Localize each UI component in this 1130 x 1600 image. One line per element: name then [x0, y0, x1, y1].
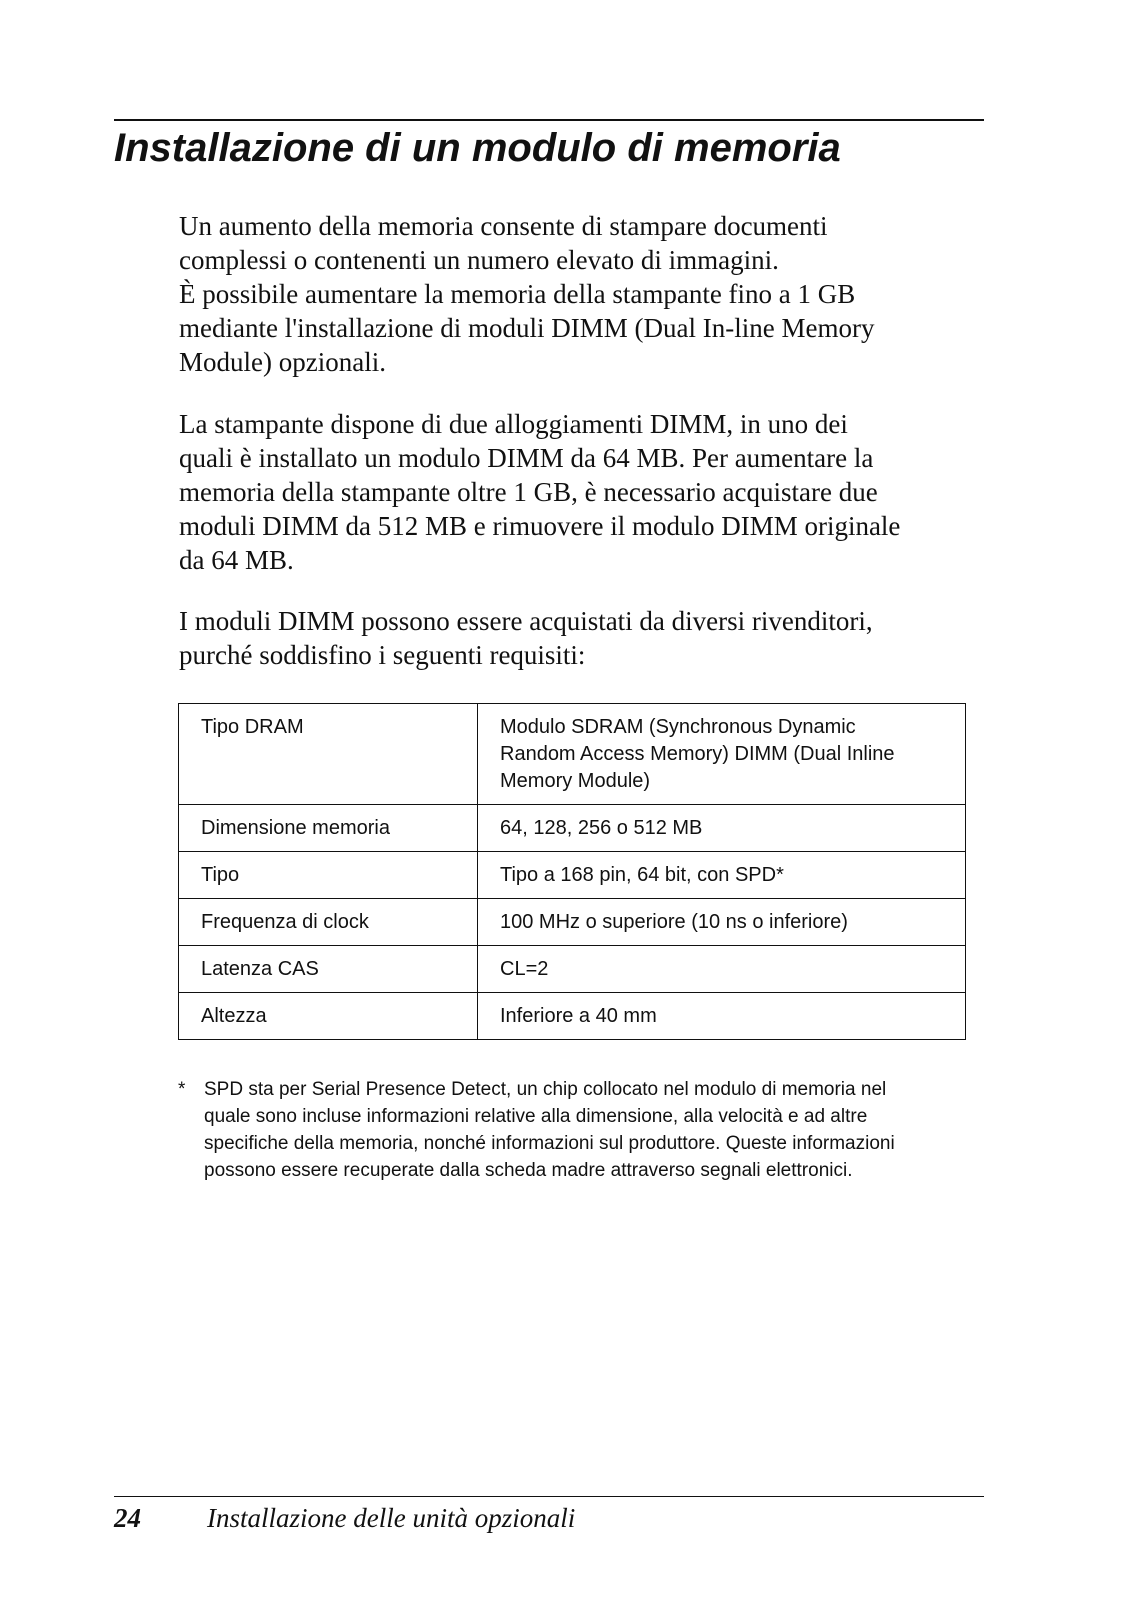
requirement-label: Altezza: [179, 993, 478, 1040]
requirement-value: Inferiore a 40 mm: [478, 993, 966, 1040]
requirement-label: Latenza CAS: [179, 946, 478, 993]
footnote-line: specifiche della memoria, nonché informazioni sul produttore. Queste informazioni: [204, 1133, 895, 1154]
paragraph-requirements-intro: [179, 604, 989, 672]
requirement-value: 100 MHz o superiore (10 ns o inferiore): [478, 899, 966, 946]
requirement-label: Dimensione memoria: [179, 805, 478, 852]
page-number: 24: [114, 1503, 141, 1533]
section-title: Installazione di un modulo di memoria: [114, 126, 841, 170]
requirement-label: Frequenza di clock: [179, 899, 478, 946]
requirements-table: [178, 703, 966, 1040]
footnote-line: SPD sta per Serial Presence Detect, un chip collocato nel modulo di memoria nel: [204, 1079, 887, 1100]
table-row: [179, 993, 966, 1040]
requirement-label: Tipo: [179, 852, 478, 899]
running-footer-title: Installazione delle unità opzionali: [207, 1503, 576, 1533]
footnote-text: [204, 1076, 1004, 1184]
table-row: [179, 805, 966, 852]
requirement-value: CL=2: [478, 946, 966, 993]
paragraph-line: da 64 MB.: [179, 545, 294, 575]
paragraph-line: moduli DIMM da 512 MB e rimuovere il modulo DIMM originale: [179, 511, 901, 541]
paragraph-line: purché soddisfino i seguenti requisiti:: [179, 640, 586, 670]
paragraph-intro: [179, 209, 989, 379]
requirement-label: Tipo DRAM: [179, 704, 478, 805]
requirement-value: 64, 128, 256 o 512 MB: [478, 805, 966, 852]
table-row: [179, 899, 966, 946]
paragraph-slots: [179, 407, 989, 577]
paragraph-line: mediante l'installazione di moduli DIMM (Dual In-line Memory: [179, 313, 875, 343]
footnote-marker: *: [178, 1079, 186, 1100]
paragraph-line: quali è installato un modulo DIMM da 64 MB. Per aumentare la: [179, 443, 874, 473]
table-row: [179, 946, 966, 993]
paragraph-line: complessi o contenenti un numero elevato di immagini.: [179, 245, 779, 275]
footnote-line: quale sono incluse informazioni relative alla dimensione, alla velocità e ad altre: [204, 1106, 868, 1127]
footer-rule: [114, 1496, 984, 1497]
paragraph-line: La stampante dispone di due alloggiamenti DIMM, in uno dei: [179, 409, 848, 439]
paragraph-line: Un aumento della memoria consente di stampare documenti: [179, 211, 828, 241]
paragraph-line: Module) opzionali.: [179, 347, 386, 377]
table-row: [179, 704, 966, 805]
requirement-value: Tipo a 168 pin, 64 bit, con SPD*: [478, 852, 966, 899]
requirement-value: Modulo SDRAM (Synchronous Dynamic Random Access Memory) DIMM (Dual Inline Memory Module): [478, 704, 966, 805]
paragraph-line: È possibile aumentare la memoria della stampante fino a 1 GB: [179, 279, 856, 309]
paragraph-line: I moduli DIMM possono essere acquistati da diversi rivenditori,: [179, 606, 873, 636]
footnote-line: possono essere recuperate dalla scheda madre attraverso segnali elettronici.: [204, 1160, 853, 1181]
paragraph-line: memoria della stampante oltre 1 GB, è necessario acquistare due: [179, 477, 878, 507]
table-row: [179, 852, 966, 899]
